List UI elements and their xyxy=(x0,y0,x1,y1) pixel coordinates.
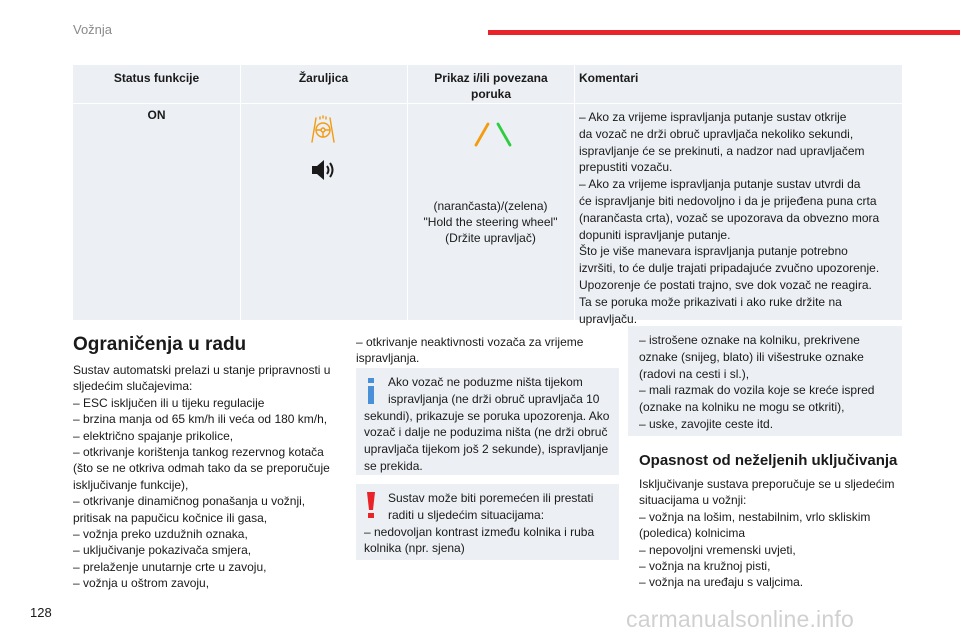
header-title: Vožnja xyxy=(73,22,113,37)
lamp-cell xyxy=(240,104,407,320)
lane-lines-icon xyxy=(460,118,520,148)
warning-box xyxy=(356,484,619,560)
steering-wheel-warning-icon xyxy=(308,114,338,144)
conditions-box xyxy=(628,326,902,436)
conditions-text: – istrošene oznake na kolniku, prekrivene oznake (snijeg, blato) ili višestruke oznake (radovi na cesti i sl.), – mali razmak do vozila koje se kreće ispred (oznake na kolniku ne mogu se otkriti), – uske, zavojite ceste itd. xyxy=(639,333,875,431)
message-text: (narančasta)/(zelena) "Hold the steering wheel" (Držite upravljač) xyxy=(423,199,558,245)
table-header-lamp: Žaruljica xyxy=(298,71,349,85)
function-status-table xyxy=(73,65,902,326)
limitations-text: Sustav automatski prelazi u stanje pripravnosti u sljedećim slučajevima: – ESC isključen ili u tijeku regulacije – brzina manja od 65 km/h ili veća od 180 km/h, – električno spajanje prikolice, – otkrivanje korištenja tankog rezervnog kotača (što se ne otkriva odmah tako da se preporučuje isključivanje funkcije), – otkrivanje dinamičnog ponašanja u vožnji, pritisak na papučicu kočnice ili gasa, – vožnja preko uzdužnih oznaka, – uključivanje pokazivača smjera, – prelaženje unutarnje crte u zavoju, – vožnja u oštrom zavoju, xyxy=(73,363,331,591)
info-box xyxy=(356,368,619,475)
header-accent-bar xyxy=(488,30,960,35)
section-title-unwanted-activation: Opasnost od neželjenih uključivanja xyxy=(639,452,898,469)
watermark: carmanualsonline.info xyxy=(626,606,854,632)
section-title-limitations: Ograničenja u radu xyxy=(73,334,247,355)
table-header-message: Prikaz i/ili povezana poruka xyxy=(434,71,548,101)
info-text: Ako vozač ne poduzme ništa tijekom ispravljanja (ne drži obruč upravljača 10 sekundi), prikazuje se poruka upozorenja. Ako vozač i dalje ne poduzima ništa (ne drži obruč upravljača tijekom još 2 sekunde), ispravljanje se prekida. xyxy=(364,375,610,473)
page-number: 128 xyxy=(30,605,52,620)
limitations-text-continued: – otkrivanje neaktivnosti vozača za vrijeme ispravljanja. xyxy=(356,335,584,366)
speaker-sound-icon xyxy=(310,158,338,182)
unwanted-activation-text: Isključivanje sustava preporučuje se u sljedećim situacijama u vožnji: – vožnja na lošim, nestabilnim, vrlo skliskim (poledica) kolnicima – nepovoljni vremenski uvjeti, – vožnja na kružnoj pisti, – vožnja na uređaju s valjcima. xyxy=(639,477,895,590)
table-header-comments: Komentari xyxy=(579,71,639,85)
message-cell xyxy=(407,104,574,320)
table-header-status: Status funkcije xyxy=(113,71,200,85)
comment-text: – Ako za vrijeme ispravljanja putanje sustav otkrije da vozač ne drži obruč upravljača nekoliko sekundi, ispravljanje će se prekinuti, a nadzor nad upravljačem prepustiti vozaču. – Ako za vrijeme ispravljanja putanje sustav utvrdi da će ispravljanje biti nedovoljno i da je prijeđena puna crta (narančasta crta), vozač se upozorava da obvezno mora dopuniti ispravljanje putanje. Što je više manevara ispravljanja putanje potrebno izvršiti, to će dulje trajati pripadajuće zvučno upozorenje. Upozorenje će postati trajno, sve dok vozač ne reagira. Ta se poruka može prikazivati i ako ruke držite na upravljaču. xyxy=(579,110,880,326)
status-on: ON xyxy=(147,108,166,122)
warning-text: Sustav može biti poremećen ili prestati raditi u sljedećim situacijama: – nedovoljan kontrast između kolnika i ruba kolnika (npr. sjena) xyxy=(364,491,595,556)
